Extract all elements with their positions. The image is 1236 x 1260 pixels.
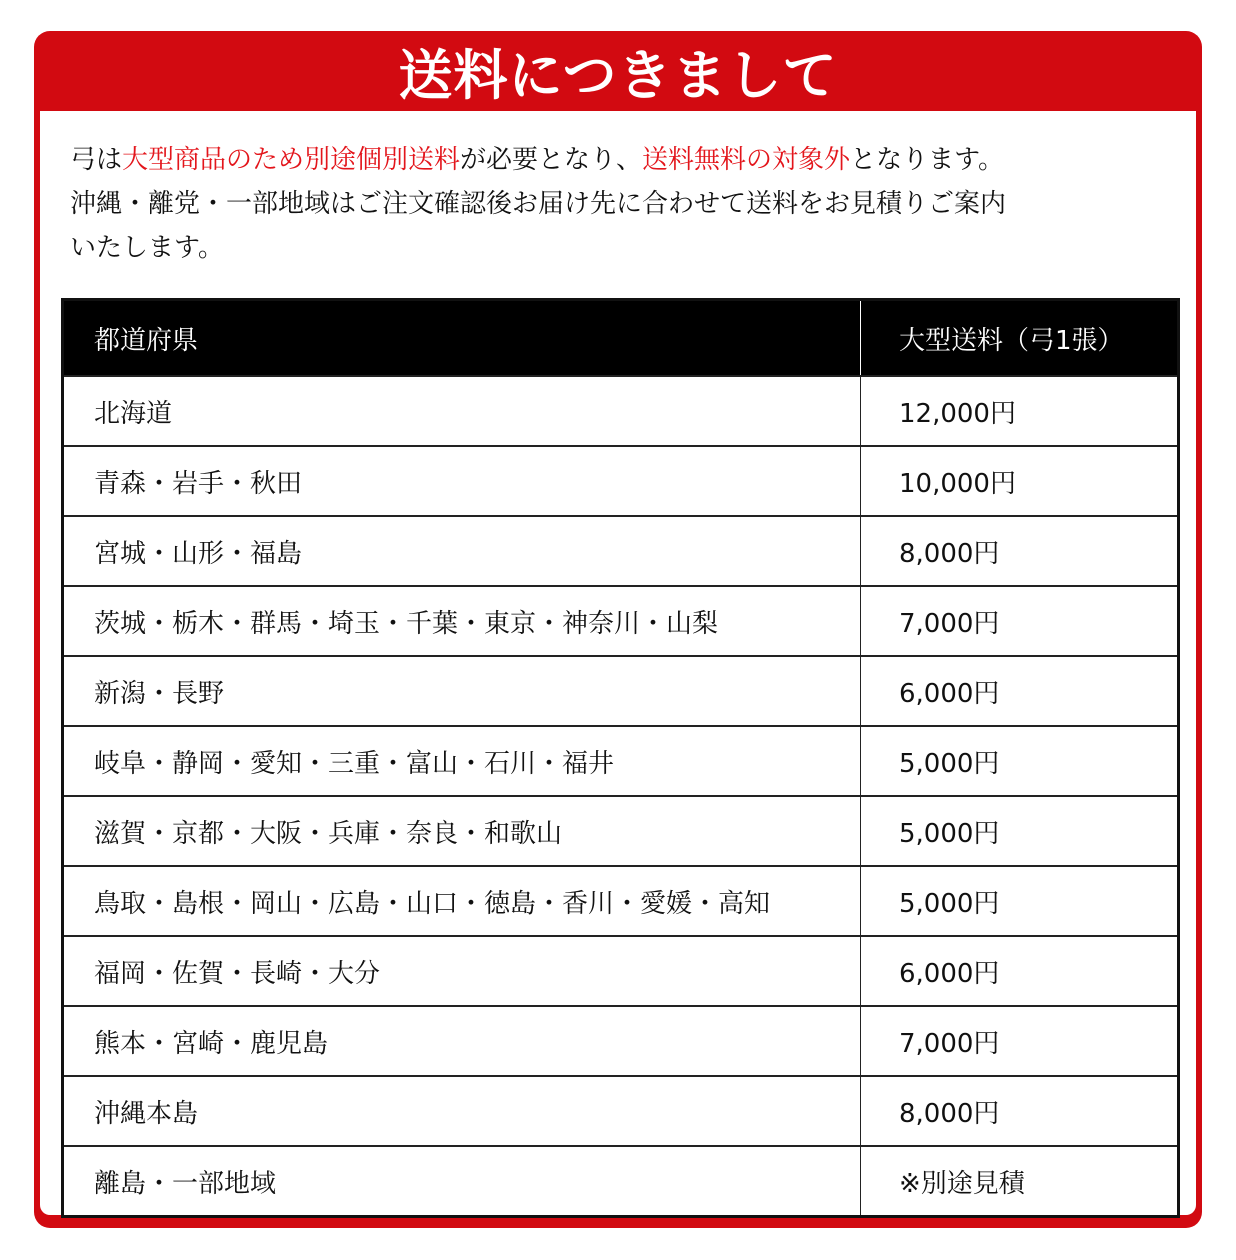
table-row bbox=[64, 375, 1177, 445]
page-title: 送料につきまして bbox=[398, 43, 838, 107]
header-region: 都道府県 bbox=[64, 301, 861, 375]
region-cell: 熊本・宮崎・鹿児島 bbox=[64, 1007, 861, 1075]
table-row bbox=[64, 935, 1177, 1005]
region-cell: 離島・一部地域 bbox=[64, 1147, 861, 1215]
region-cell: 北海道 bbox=[64, 377, 861, 445]
fee-cell: 6,000円 bbox=[899, 678, 1000, 709]
intro-text-segment: が必要となり、 bbox=[460, 145, 643, 175]
header-fee: 大型送料（弓1張） bbox=[899, 325, 1124, 356]
intro-line-3: いたします。 bbox=[70, 233, 224, 263]
table-row bbox=[64, 445, 1177, 515]
shipping-fee-table bbox=[61, 298, 1180, 1218]
fee-cell: 8,000円 bbox=[899, 1098, 1000, 1129]
region-cell: 宮城・山形・福島 bbox=[64, 517, 861, 585]
fee-cell: 10,000円 bbox=[899, 468, 1016, 499]
fee-cell: 6,000円 bbox=[899, 958, 1000, 989]
table-row bbox=[64, 515, 1177, 585]
highlight-free-shipping-excluded: 送料無料の対象外 bbox=[642, 145, 851, 175]
fee-cell: 5,000円 bbox=[899, 818, 1000, 849]
intro-line-1 bbox=[70, 138, 1180, 182]
intro-line-2: 沖縄・離党・一部地域はご注文確認後お届け先に合わせて送料をお見積りご案内 bbox=[70, 189, 1007, 219]
table-row bbox=[64, 865, 1177, 935]
table-row bbox=[64, 1145, 1177, 1215]
table-row bbox=[64, 1075, 1177, 1145]
region-cell: 沖縄本島 bbox=[64, 1077, 861, 1145]
fee-cell: 12,000円 bbox=[899, 398, 1016, 429]
table-header-row bbox=[64, 301, 1177, 375]
fee-cell: 5,000円 bbox=[899, 888, 1000, 919]
fee-cell: 5,000円 bbox=[899, 748, 1000, 779]
region-cell: 滋賀・京都・大阪・兵庫・奈良・和歌山 bbox=[64, 797, 861, 865]
region-cell: 鳥取・島根・岡山・広島・山口・徳島・香川・愛媛・高知 bbox=[64, 867, 861, 935]
fee-cell: 7,000円 bbox=[899, 608, 1000, 639]
fee-cell: 8,000円 bbox=[899, 538, 1000, 569]
table-row bbox=[64, 725, 1177, 795]
intro-text-segment: となります。 bbox=[850, 145, 1004, 175]
highlight-large-item-fee: 大型商品のため別途個別送料 bbox=[122, 145, 461, 175]
table-row bbox=[64, 585, 1177, 655]
fee-cell: ※別途見積 bbox=[899, 1168, 1025, 1199]
intro-text bbox=[70, 138, 1180, 270]
region-cell: 青森・岩手・秋田 bbox=[64, 447, 861, 515]
table-row bbox=[64, 795, 1177, 865]
region-cell: 福岡・佐賀・長崎・大分 bbox=[64, 937, 861, 1005]
table-row bbox=[64, 655, 1177, 725]
region-cell: 新潟・長野 bbox=[64, 657, 861, 725]
region-cell: 茨城・栃木・群馬・埼玉・千葉・東京・神奈川・山梨 bbox=[64, 587, 861, 655]
intro-text-segment: 弓は bbox=[70, 145, 123, 175]
fee-cell: 7,000円 bbox=[899, 1028, 1000, 1059]
region-cell: 岐阜・静岡・愛知・三重・富山・石川・福井 bbox=[64, 727, 861, 795]
table-row bbox=[64, 1005, 1177, 1075]
